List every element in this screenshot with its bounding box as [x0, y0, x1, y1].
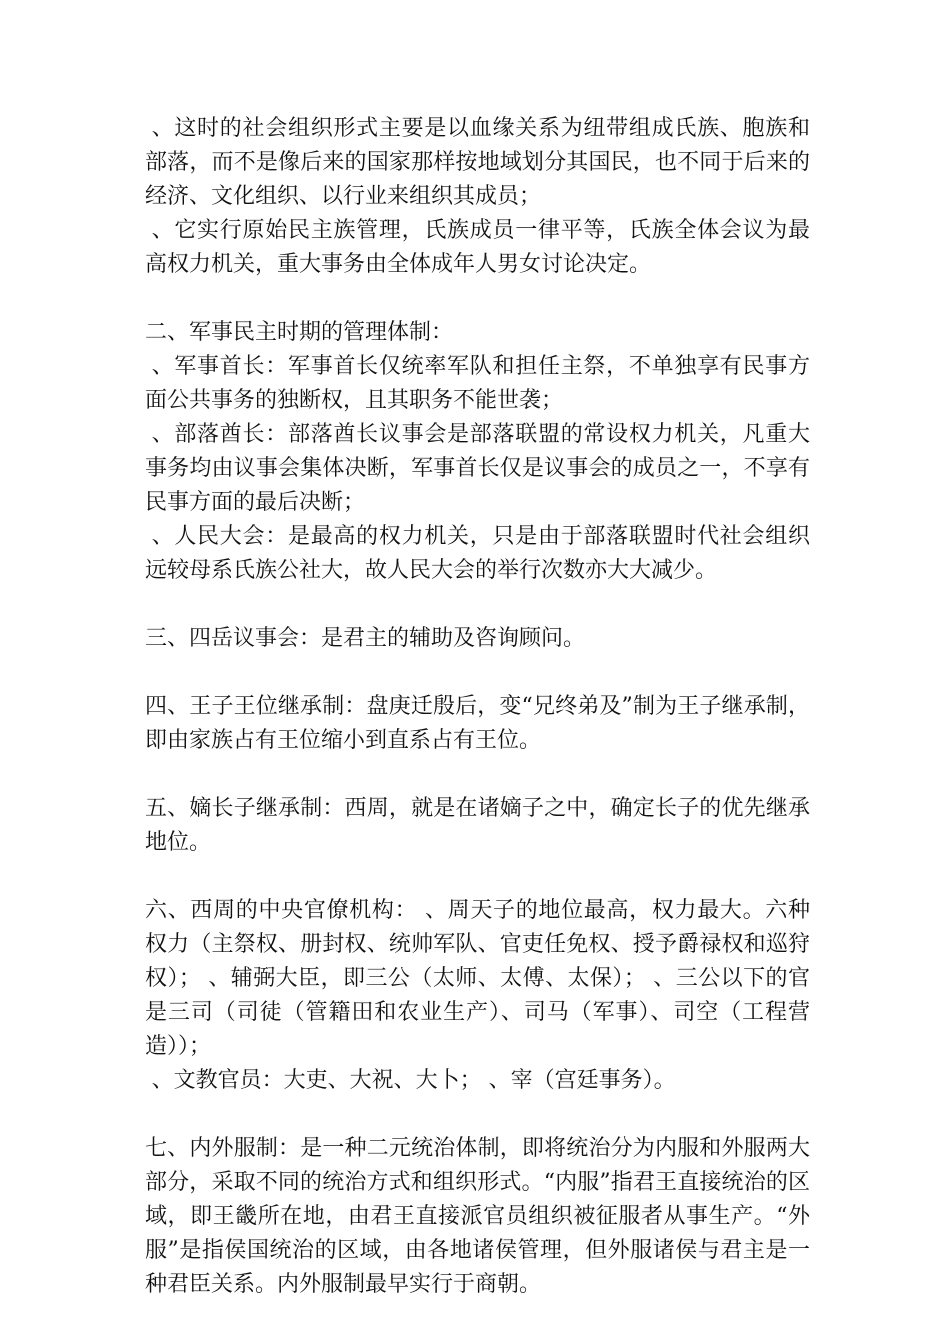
paragraph-gap — [145, 282, 810, 316]
section-military-democracy — [145, 316, 810, 588]
section-prince-succession — [145, 690, 810, 758]
paragraph-gap — [145, 1098, 810, 1132]
section-western-zhou-bureaucracy — [145, 894, 810, 1098]
section-heading: 三、四岳议事会：是君主的辅助及咨询顾问。 — [145, 626, 586, 651]
paragraph: 、这时的社会组织形式主要是以血缘关系为纽带组成氏族、胞族和部落，而不是像后来的国家那样按地域划分其国民，也不同于后来的经济、文化组织、以行业来组织其成员； — [145, 116, 810, 209]
section-clan-society — [145, 112, 810, 282]
section-primogeniture — [145, 792, 810, 860]
paragraph: 、人民大会：是最高的权力机关，只是由于部落联盟时代社会组织远较母系氏族公社大，故人民大会的举行次数亦大大减少。 — [145, 524, 810, 583]
paragraph: 、它实行原始民主族管理，氏族成员一律平等，氏族全体会议为最高权力机关，重大事务由全体成年人男女讨论决定。 — [145, 218, 810, 277]
section-heading: 二、军事民主时期的管理体制： — [145, 320, 454, 345]
paragraph-gap — [145, 656, 810, 690]
section-heading: 六、西周的中央官僚机构： 、周天子的地位最高，权力最大。六种权力（主祭权、册封权、统帅军队、官吏任免权、授予爵禄权和巡狩权）； 、辅弼大臣，即三公（太师、太傅、太保）； 、三公以下的官是三司（司徒（管籍田和农业生产）、司马（军事）、司空（工程营造））； — [145, 898, 810, 1059]
document-body — [145, 112, 810, 1302]
section-heading: 四、王子王位继承制：盘庚迁殷后，变“兄终弟及”制为王子继承制，即由家族占有王位缩小到直系占有王位。 — [145, 694, 810, 753]
paragraph: 、部落酋长：部落酋长议事会是部落联盟的常设权力机关，凡重大事务均由议事会集体决断，军事首长仅是议事会的成员之一，不享有民事方面的最后决断； — [145, 422, 810, 515]
paragraph-gap — [145, 860, 810, 894]
paragraph: 、文教官员：大吏、大祝、大卜； 、宰（宫廷事务）。 — [151, 1068, 676, 1093]
section-four-yue-council — [145, 622, 810, 656]
section-heading: 五、嫡长子继承制：西周，就是在诸嫡子之中，确定长子的优先继承地位。 — [145, 796, 810, 855]
paragraph: 、军事首长：军事首长仅统率军队和担任主祭，不单独享有民事方面公共事务的独断权，且其职务不能世袭； — [145, 354, 810, 413]
section-inner-outer-domains — [145, 1132, 810, 1302]
paragraph-gap — [145, 588, 810, 622]
section-heading: 七、内外服制：是一种二元统治体制，即将统治分为内服和外服两大部分，采取不同的统治方式和组织形式。“内服”指君王直接统治的区域，即王畿所在地，由君王直接派官员组织被征服者从事生产。“外服”是指侯国统治的区域，由各地诸侯管理，但外服诸侯与君主是一种君臣关系。内外服制最早实行于商朝。 — [145, 1136, 810, 1297]
paragraph-gap — [145, 758, 810, 792]
